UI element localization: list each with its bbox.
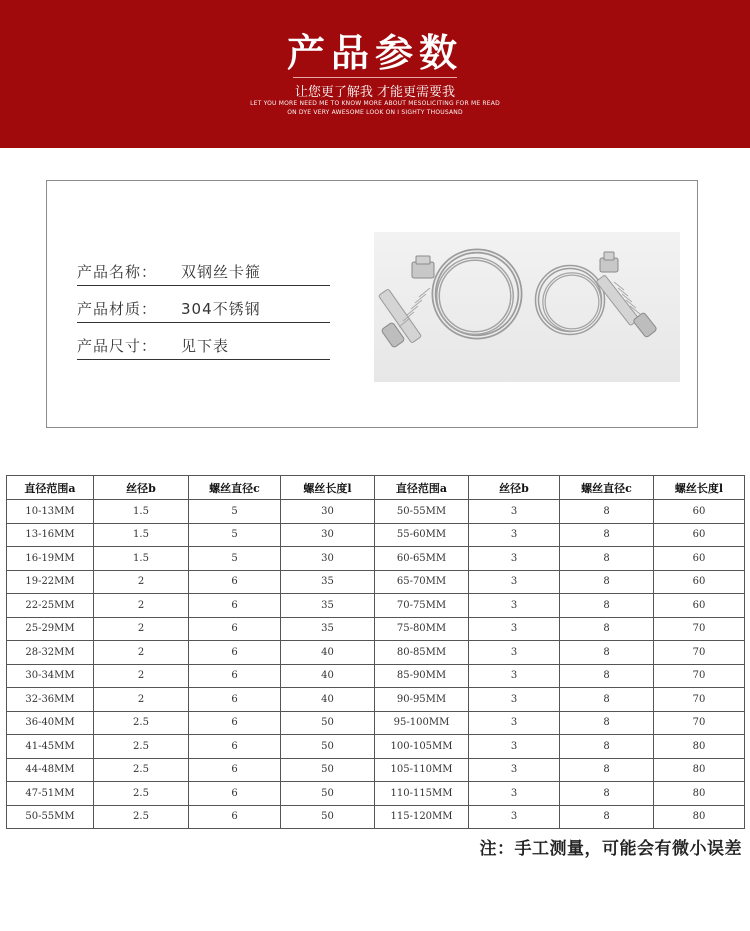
- table-cell: 5: [189, 500, 281, 524]
- column-header: 螺丝直径c: [560, 476, 654, 500]
- table-cell: 3: [469, 570, 560, 594]
- table-row: [7, 523, 745, 547]
- table-cell: 2: [94, 688, 189, 712]
- column-header: 丝径b: [94, 476, 189, 500]
- table-cell: 3: [469, 617, 560, 641]
- table-cell: 8: [560, 570, 654, 594]
- table-cell: 10-13MM: [7, 500, 94, 524]
- table-cell: 50-55MM: [7, 805, 94, 829]
- table-cell: 80: [654, 735, 745, 759]
- table-cell: 6: [189, 805, 281, 829]
- table-cell: 60: [654, 594, 745, 618]
- table-cell: 8: [560, 664, 654, 688]
- table-cell: 25-29MM: [7, 617, 94, 641]
- table-row: [7, 758, 745, 782]
- table-cell: 3: [469, 641, 560, 665]
- table-cell: 40: [281, 664, 375, 688]
- table-cell: 3: [469, 688, 560, 712]
- english-tagline-line2: ON DYE VERY AWESOME LOOK ON I SIGHTY THOUSAND: [287, 109, 463, 116]
- table-cell: 3: [469, 547, 560, 571]
- table-cell: 8: [560, 805, 654, 829]
- table-cell: 8: [560, 617, 654, 641]
- table-row: [7, 735, 745, 759]
- table-cell: 30: [281, 500, 375, 524]
- table-cell: 50: [281, 758, 375, 782]
- table-cell: 3: [469, 523, 560, 547]
- table-cell: 8: [560, 500, 654, 524]
- table-cell: 70: [654, 641, 745, 665]
- table-cell: 65-70MM: [375, 570, 469, 594]
- table-cell: 50: [281, 782, 375, 806]
- table-cell: 55-60MM: [375, 523, 469, 547]
- table-cell: 8: [560, 758, 654, 782]
- table-cell: 80: [654, 782, 745, 806]
- title-divider: [293, 77, 457, 78]
- table-cell: 5: [189, 523, 281, 547]
- table-row: [7, 711, 745, 735]
- table-cell: 41-45MM: [7, 735, 94, 759]
- english-tagline-line1: LET YOU MORE NEED ME TO KNOW MORE ABOUT MESOLICITING FOR ME READ: [250, 100, 500, 107]
- table-row: [7, 641, 745, 665]
- table-row: [7, 570, 745, 594]
- column-header: 直径范围a: [7, 476, 94, 500]
- table-cell: 60: [654, 500, 745, 524]
- info-row-name: [77, 261, 330, 286]
- column-header: 丝径b: [469, 476, 560, 500]
- table-cell: 6: [189, 711, 281, 735]
- table-cell: 70: [654, 664, 745, 688]
- table-cell: 8: [560, 735, 654, 759]
- table-cell: 44-48MM: [7, 758, 94, 782]
- table-cell: 1.5: [94, 500, 189, 524]
- table-cell: 70: [654, 711, 745, 735]
- spec-table: [6, 475, 745, 829]
- info-row-size: [77, 335, 330, 360]
- table-cell: 3: [469, 782, 560, 806]
- table-cell: 105-110MM: [375, 758, 469, 782]
- table-cell: 100-105MM: [375, 735, 469, 759]
- table-cell: 50-55MM: [375, 500, 469, 524]
- table-row: [7, 688, 745, 712]
- english-tagline: [180, 99, 570, 117]
- table-cell: 30-34MM: [7, 664, 94, 688]
- table-cell: 3: [469, 500, 560, 524]
- table-cell: 3: [469, 805, 560, 829]
- table-cell: 8: [560, 688, 654, 712]
- table-cell: 2.5: [94, 758, 189, 782]
- table-cell: 2: [94, 641, 189, 665]
- table-cell: 2: [94, 594, 189, 618]
- info-label: 产品名称：: [77, 263, 158, 281]
- table-cell: 70-75MM: [375, 594, 469, 618]
- table-cell: 60: [654, 523, 745, 547]
- table-cell: 6: [189, 594, 281, 618]
- column-header: 螺丝长度l: [654, 476, 745, 500]
- left-bolt: [378, 256, 434, 348]
- table-cell: 70: [654, 688, 745, 712]
- table-cell: 8: [560, 547, 654, 571]
- table-cell: 32-36MM: [7, 688, 94, 712]
- table-cell: 5: [189, 547, 281, 571]
- table-header-row: [7, 476, 745, 500]
- info-label: 产品材质：: [77, 300, 158, 318]
- table-cell: 95-100MM: [375, 711, 469, 735]
- column-header: 螺丝长度l: [281, 476, 375, 500]
- measurement-note: 注：手工测量，可能会有微小误差: [479, 839, 742, 859]
- info-label: 产品尺寸：: [77, 337, 158, 355]
- table-cell: 40: [281, 641, 375, 665]
- product-photo: [374, 232, 680, 382]
- table-cell: 2.5: [94, 735, 189, 759]
- table-cell: 2.5: [94, 782, 189, 806]
- right-bolt: [596, 252, 657, 338]
- table-cell: 8: [560, 782, 654, 806]
- table-cell: 6: [189, 782, 281, 806]
- column-header: 直径范围a: [375, 476, 469, 500]
- table-cell: 30: [281, 547, 375, 571]
- table-cell: 6: [189, 735, 281, 759]
- wire-clamp-illustration: [374, 232, 680, 382]
- table-cell: 6: [189, 688, 281, 712]
- table-cell: 6: [189, 570, 281, 594]
- table-cell: 16-19MM: [7, 547, 94, 571]
- table-cell: 1.5: [94, 523, 189, 547]
- table-cell: 13-16MM: [7, 523, 94, 547]
- table-cell: 28-32MM: [7, 641, 94, 665]
- table-cell: 40: [281, 688, 375, 712]
- table-cell: 50: [281, 735, 375, 759]
- table-cell: 50: [281, 805, 375, 829]
- header-banner: [0, 0, 750, 148]
- table-row: [7, 664, 745, 688]
- table-cell: 2.5: [94, 805, 189, 829]
- table-cell: 30: [281, 523, 375, 547]
- table-cell: 3: [469, 711, 560, 735]
- product-info-panel: [46, 180, 698, 428]
- table-row: [7, 805, 745, 829]
- table-cell: 90-95MM: [375, 688, 469, 712]
- table-cell: 36-40MM: [7, 711, 94, 735]
- table-cell: 60-65MM: [375, 547, 469, 571]
- table-cell: 6: [189, 641, 281, 665]
- table-cell: 3: [469, 735, 560, 759]
- page-subtitle: 让您更了解我 才能更需要我: [294, 85, 456, 100]
- table-cell: 80: [654, 805, 745, 829]
- table-cell: 35: [281, 617, 375, 641]
- table-row: [7, 594, 745, 618]
- table-cell: 8: [560, 594, 654, 618]
- table-cell: 2: [94, 570, 189, 594]
- table-row: [7, 547, 745, 571]
- left-wire-ring: [434, 251, 520, 337]
- table-cell: 50: [281, 711, 375, 735]
- table-cell: 80: [654, 758, 745, 782]
- table-cell: 85-90MM: [375, 664, 469, 688]
- table-row: [7, 617, 745, 641]
- table-cell: 60: [654, 547, 745, 571]
- table-cell: 2.5: [94, 711, 189, 735]
- table-cell: 115-120MM: [375, 805, 469, 829]
- info-value: 304不锈钢: [181, 300, 261, 318]
- table-cell: 6: [189, 758, 281, 782]
- table-cell: 110-115MM: [375, 782, 469, 806]
- table-cell: 8: [560, 711, 654, 735]
- table-cell: 22-25MM: [7, 594, 94, 618]
- table-cell: 8: [560, 523, 654, 547]
- table-cell: 3: [469, 758, 560, 782]
- table-row: [7, 782, 745, 806]
- table-cell: 70: [654, 617, 745, 641]
- table-cell: 60: [654, 570, 745, 594]
- table-cell: 35: [281, 594, 375, 618]
- right-wire-ring: [537, 267, 603, 333]
- table-cell: 35: [281, 570, 375, 594]
- info-value: 双钢丝卡箍: [181, 263, 262, 281]
- table-cell: 2: [94, 617, 189, 641]
- page-title: 产品参数: [286, 31, 463, 75]
- table-cell: 6: [189, 664, 281, 688]
- table-cell: 8: [560, 641, 654, 665]
- table-cell: 1.5: [94, 547, 189, 571]
- column-header: 螺丝直径c: [189, 476, 281, 500]
- info-row-material: [77, 298, 330, 323]
- table-cell: 75-80MM: [375, 617, 469, 641]
- table-cell: 47-51MM: [7, 782, 94, 806]
- table-cell: 3: [469, 594, 560, 618]
- table-cell: 6: [189, 617, 281, 641]
- info-value: 见下表: [181, 337, 230, 355]
- table-cell: 19-22MM: [7, 570, 94, 594]
- table-cell: 2: [94, 664, 189, 688]
- table-cell: 80-85MM: [375, 641, 469, 665]
- table-cell: 3: [469, 664, 560, 688]
- table-row: [7, 500, 745, 524]
